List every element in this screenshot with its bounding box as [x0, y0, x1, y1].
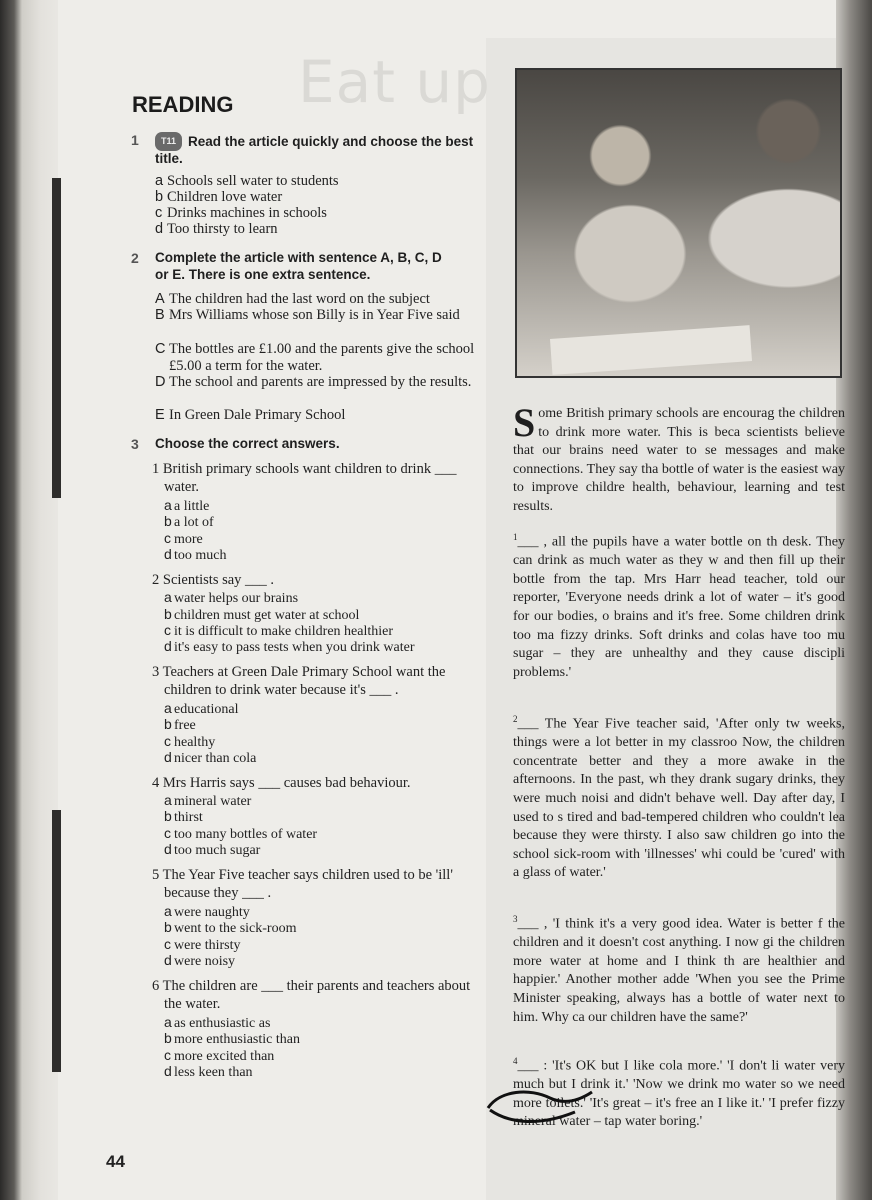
exercise-number: 2 — [131, 250, 139, 266]
answer-option: b more enthusiastic than — [164, 1030, 300, 1047]
ex1-option: b Children love water — [155, 189, 283, 205]
ex2-option: B Mrs Williams whose son Billy is in Year Five said — [155, 307, 460, 323]
pen-scribble — [480, 1080, 600, 1130]
answer-option: a mineral water — [164, 792, 252, 809]
exercise-number: 1 — [131, 132, 139, 148]
answer-option: b thirst — [164, 808, 203, 825]
article-paragraph: $^1$___ , all the pupils have a water bottle on th desk. They can drink as much water as they w and then fill up their bottle from the tap. Mrs Harr head teacher, told our reporter, 'Everyone needs drink a lot of water – it's good for our bodies, o brains and it's free. Some children drink too ma fizzy drinks. Soft drinks and colas have too mu sugar – they are unhealthy and they cause discipli problems.' — [513, 532, 845, 680]
answer-option: c more excited than — [164, 1047, 275, 1064]
answer-option: c too many bottles of water — [164, 825, 318, 842]
answer-option: b free — [164, 716, 196, 733]
answer-option: d were noisy — [164, 952, 236, 969]
section-heading: READING — [132, 92, 234, 117]
answer-option: d it's easy to pass tests when you drink water — [164, 638, 415, 655]
answer-option: c more — [164, 530, 203, 547]
exercise-2-instruction: Complete the article with sentence A, B, C, D or E. There is one extra sentence. — [155, 250, 442, 282]
answer-option: b children must get water at school — [164, 606, 360, 623]
question: 6 The children are ___ their parents and teachers about the water. — [152, 978, 471, 1012]
question: 3 Teachers at Green Dale Primary School want the children to drink water because it's ___ . — [152, 664, 446, 698]
ex2-option: C The bottles are £1.00 and the parents give the school £5.00 a term for the water. — [155, 341, 475, 374]
drop-cap: S — [513, 405, 536, 445]
ghost-unit-title: Eat up — [298, 48, 491, 116]
answer-option: a a little — [164, 497, 210, 514]
answer-option: d less keen than — [164, 1063, 253, 1080]
answer-option: a as enthusiastic as — [164, 1014, 271, 1031]
question: 2 Scientists say ___ . — [152, 572, 275, 588]
question: 1 British primary schools want children to drink ___ water. — [152, 461, 457, 495]
answer-option: a water helps our brains — [164, 589, 299, 606]
answer-option: b a lot of — [164, 513, 214, 530]
exercise-number: 3 — [131, 436, 139, 452]
ex2-option: E In Green Dale Primary School — [155, 407, 346, 423]
margin-bar — [52, 810, 61, 1072]
ex1-option: a Schools sell water to students — [155, 173, 339, 189]
article-paragraph: $^2$___ The Year Five teacher said, 'After only tw weeks, things were a lot better in my classroo Now, the children concentrate better and they a more awake in the afternoons. In the past, wh they drank sugary drinks, they were much noisi and didn't behave well. Day after day, I used to s tired and bad-tempered children who couldn't lea because they were thirsty. I also saw children go into the school sick-room with 'illnesses' whi could be 'cured' with a glass of water.' — [513, 714, 845, 881]
ex1-option: c Drinks machines in schools — [155, 205, 327, 221]
answer-option: d too much sugar — [164, 841, 261, 858]
article-paragraph: Some British primary schools are encourag the children to drink more water. This is beca scientists believe that our brains need water to se messages and make connections. They say tha bottle of water is the easiest way to improve childre health, behaviour, learning and test results. — [513, 405, 845, 514]
ex2-option: A The children had the last word on the subject — [155, 291, 430, 307]
answer-option: c it is difficult to make children healthier — [164, 622, 394, 639]
ex1-option: d Too thirsty to learn — [155, 221, 278, 237]
answer-option: a were naughty — [164, 903, 250, 920]
answer-option: b went to the sick-room — [164, 919, 297, 936]
answer-option: c were thirsty — [164, 936, 241, 953]
question: 5 The Year Five teacher says children used to be 'ill' because they ___ . — [152, 867, 453, 901]
classroom-photo — [515, 68, 842, 378]
answer-option: d too much — [164, 546, 227, 563]
article-paragraph: $^4$___ : 'It's OK but I like cola more.' 'I don't li water very much but I drink it.' 'Now we drink mo water so we need more toilets.' 'It's great – it's free an I like it.' 'I prefer fizzy mineral water – tap water boring.' — [513, 1056, 845, 1130]
article-paragraph: $^3$___ , 'I think it's a very good idea. Water is better f the children and it doesn't cost anything. I now gi the children more water at home and I think th are healthier and happier.' Another mother adde 'When you see the Prime Minister speaking, always has a bottle of water next to him. Why ca our children have the same?' — [513, 914, 845, 1025]
exercise-3-instruction: Choose the correct answers. — [155, 436, 340, 451]
ex2-option: D The school and parents are impressed by the results. — [155, 374, 472, 390]
answer-option: a educational — [164, 700, 239, 717]
margin-bar — [52, 178, 61, 498]
answer-option: d nicer than cola — [164, 749, 257, 766]
question: 4 Mrs Harris says ___ causes bad behaviour. — [152, 775, 411, 791]
page-number: 44 — [106, 1152, 125, 1171]
exercise-1-instruction: T11 Read the article quickly and choose the best title. — [155, 134, 474, 166]
answer-option: c healthy — [164, 733, 216, 750]
audio-track-badge: T11 — [155, 132, 182, 151]
